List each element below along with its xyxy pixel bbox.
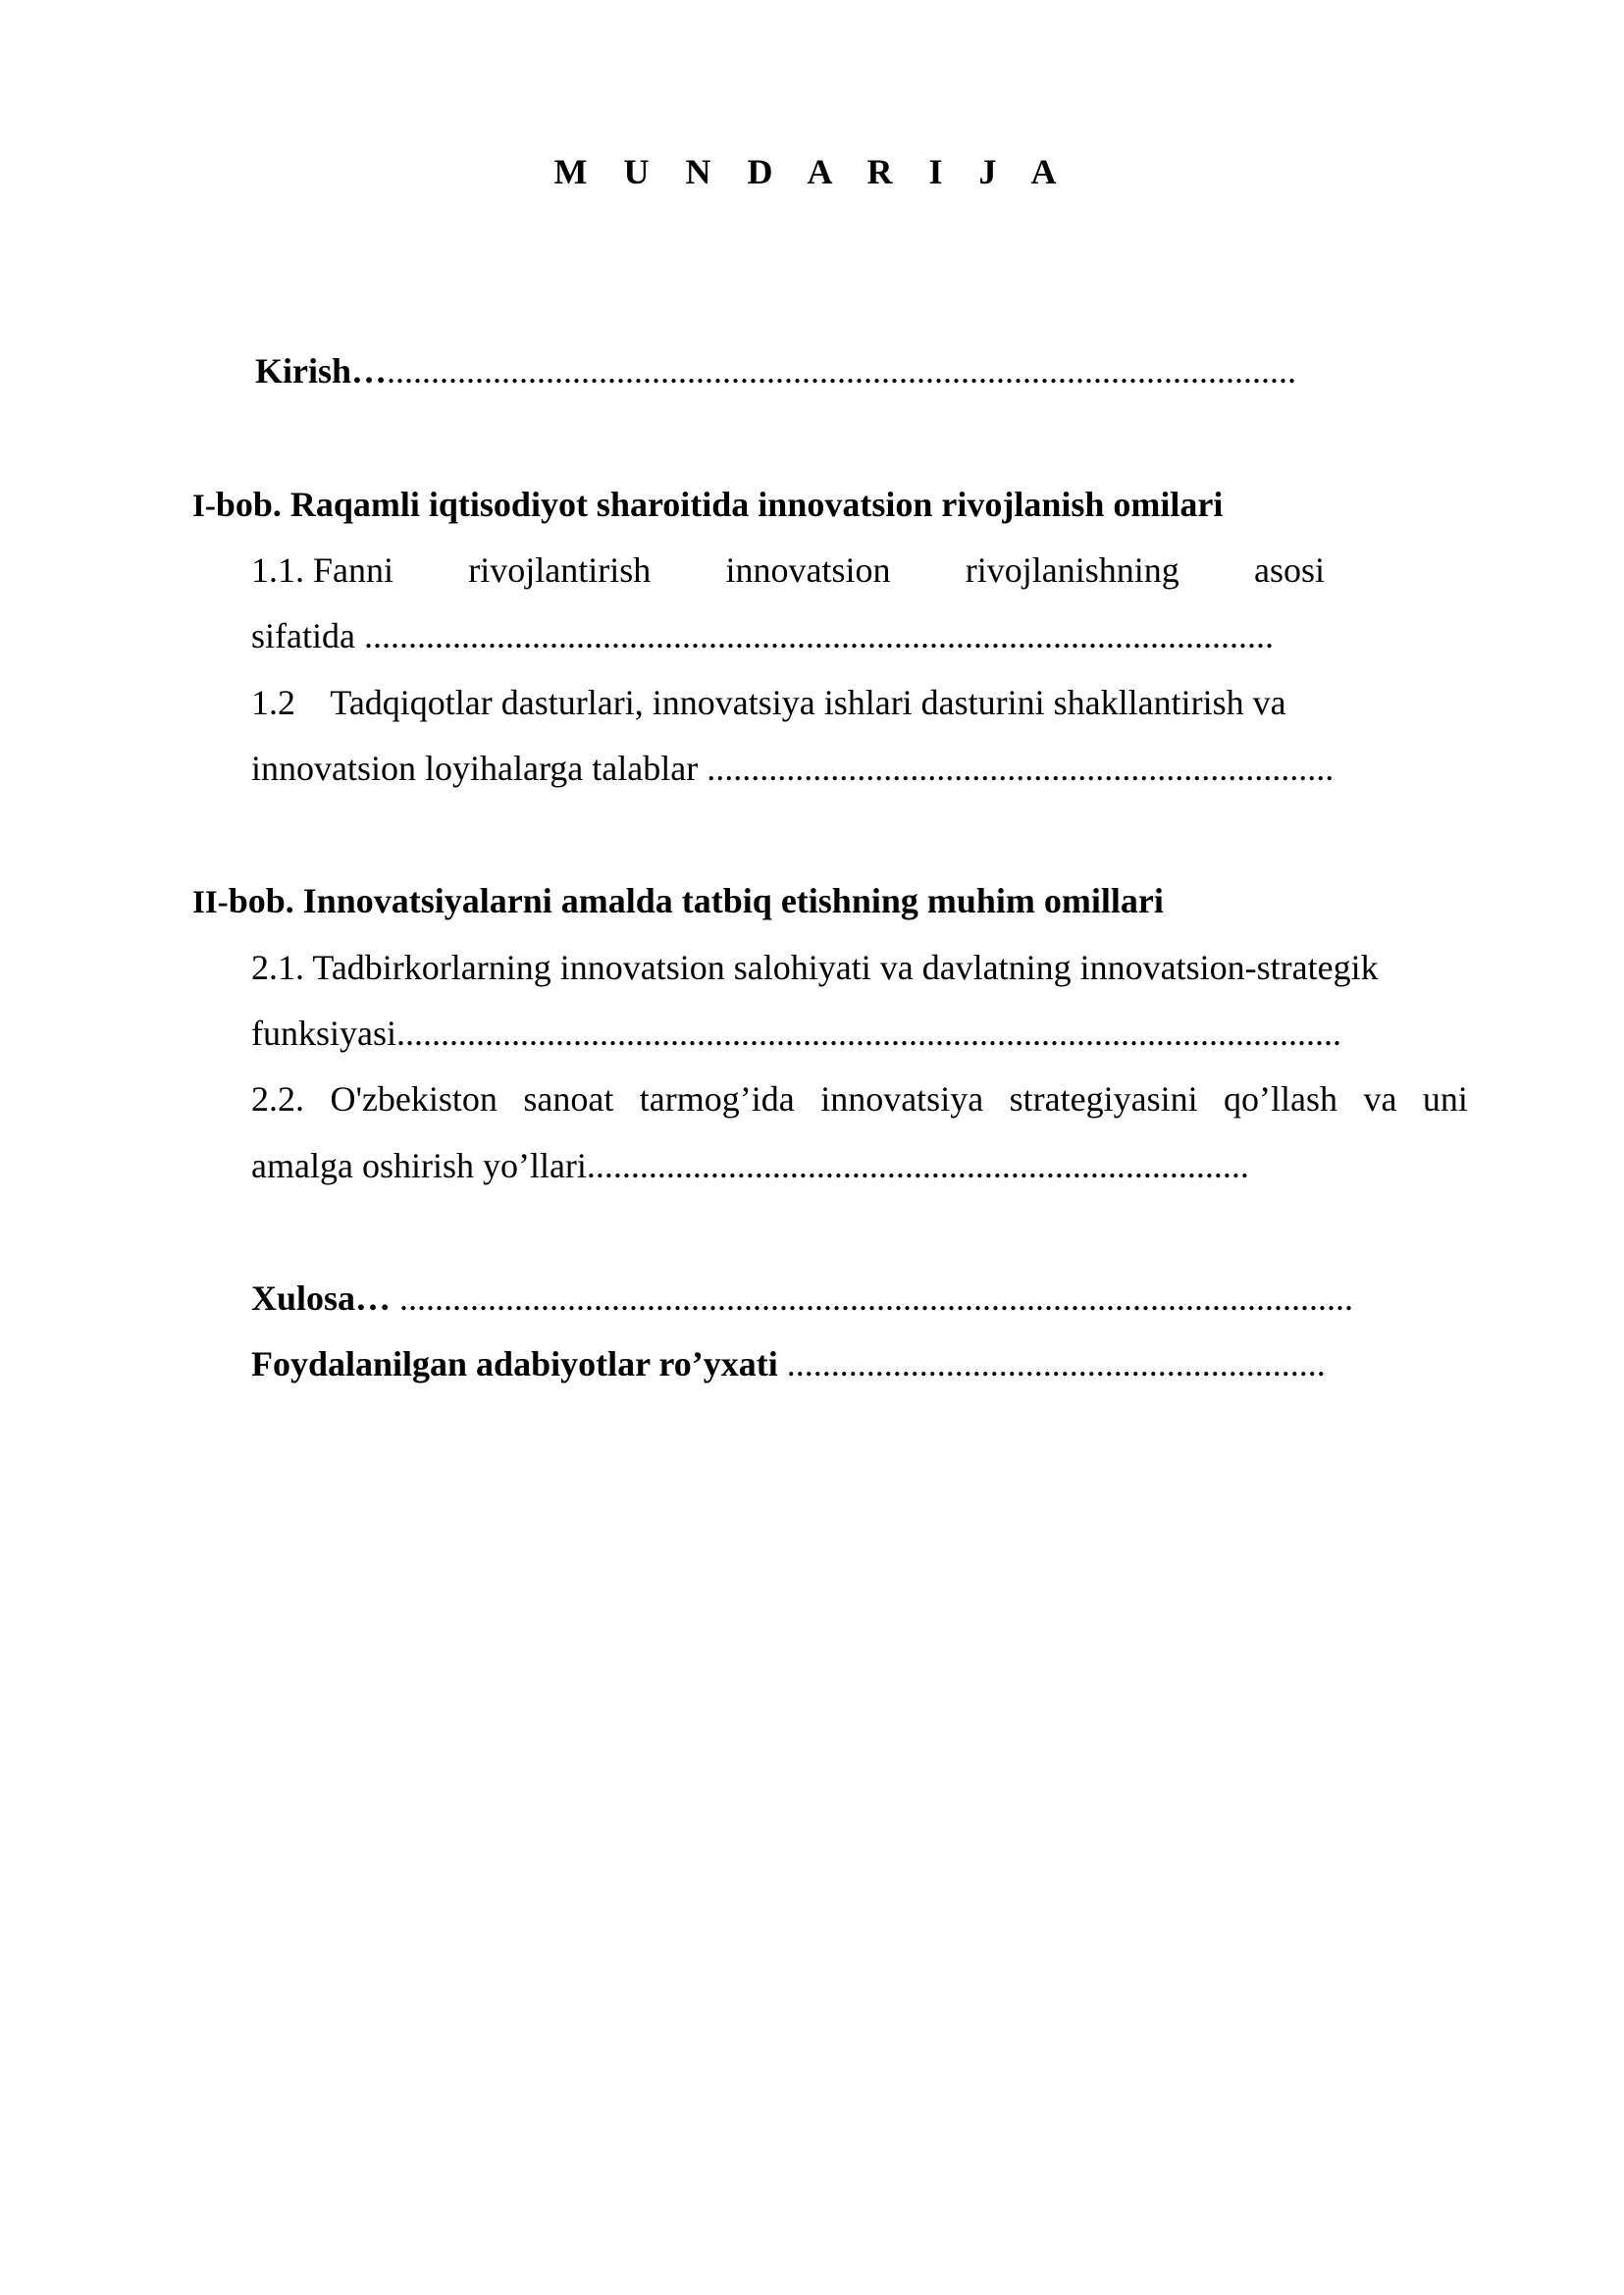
toc-entry-label: sifatida bbox=[251, 616, 355, 655]
toc-leader-dots: ....................................................................... bbox=[707, 749, 1335, 788]
toc-word: uni bbox=[1422, 1079, 1468, 1119]
toc-leader-dots: ....................................................................................................... bbox=[363, 616, 1274, 655]
toc-word: asosi bbox=[1254, 550, 1325, 590]
toc-entry-label: Kirish… bbox=[255, 351, 388, 391]
toc-entry-intro bbox=[255, 349, 1296, 392]
chapter-number: I- bbox=[192, 489, 216, 524]
toc-entry-2-1-line1: 2.1. Tadbirkorlarning innovatsion salohiyati va davlatning innovatsion-strategik bbox=[251, 948, 1379, 987]
toc-entry-label: Xulosa… bbox=[251, 1278, 392, 1318]
toc-entry-label: amalga oshirish yo’llari bbox=[251, 1146, 587, 1185]
toc-entry-label: Foydalanilgan adabiyotlar ro’yxati bbox=[251, 1344, 778, 1383]
toc-entry-2-2-line2 bbox=[251, 1144, 1249, 1187]
chapter-number: II- bbox=[192, 885, 229, 920]
toc-leader-dots: ............................................................................................................ bbox=[399, 1278, 1354, 1318]
toc-word: 2.2. bbox=[251, 1079, 304, 1119]
toc-entry-1-1-line2 bbox=[251, 614, 1274, 657]
toc-entry-label: funksiyasi bbox=[251, 1014, 396, 1053]
toc-word: O'zbekiston bbox=[330, 1079, 498, 1119]
toc-word: 1.1. Fanni bbox=[251, 550, 394, 590]
toc-word: innovatsiya bbox=[820, 1079, 984, 1119]
toc-word: qo’llash bbox=[1224, 1079, 1338, 1119]
toc-word: va bbox=[1363, 1079, 1397, 1119]
toc-entry-references bbox=[251, 1342, 1326, 1385]
chapter-1-heading bbox=[192, 483, 1223, 528]
toc-word: rivojlanishning bbox=[965, 550, 1179, 590]
toc-entry-2-2-line1 bbox=[251, 1077, 1468, 1121]
toc-word: tarmog’ida bbox=[639, 1079, 795, 1119]
toc-word: innovatsion bbox=[725, 550, 891, 590]
page-title: M U N D A R I J A bbox=[553, 152, 1071, 191]
toc-entry-1-2-line2 bbox=[251, 747, 1334, 790]
toc-entry-2-1-line2 bbox=[251, 1012, 1341, 1055]
toc-entry-1-1-line1 bbox=[251, 548, 1325, 592]
toc-leader-dots: ....................................................................................................... bbox=[387, 351, 1297, 391]
toc-word: sanoat bbox=[523, 1079, 614, 1119]
toc-word: rivojlantirish bbox=[468, 550, 652, 590]
chapter-title: bob. Innovatsiyalarni amalda tatbiq etishning muhim omillari bbox=[228, 881, 1164, 920]
toc-leader-dots: ........................................................................................................... bbox=[396, 1014, 1341, 1053]
toc-entry-1-2-line1: 1.2 Tadqiqotlar dasturlari, innovatsiya ishlari dasturini shakllantirish va bbox=[251, 683, 1286, 722]
toc-word: strategiyasini bbox=[1009, 1079, 1198, 1119]
toc-entry-label: innovatsion loyihalarga talablar bbox=[251, 749, 699, 788]
toc-leader-dots: ............................................................. bbox=[786, 1344, 1326, 1383]
chapter-title: bob. Raqamli iqtisodiyot sharoitida innovatsion rivojlanish omilari bbox=[215, 485, 1224, 524]
toc-entry-conclusion bbox=[251, 1277, 1353, 1320]
toc-leader-dots: ........................................................................... bbox=[586, 1146, 1249, 1185]
chapter-2-heading bbox=[192, 879, 1164, 924]
